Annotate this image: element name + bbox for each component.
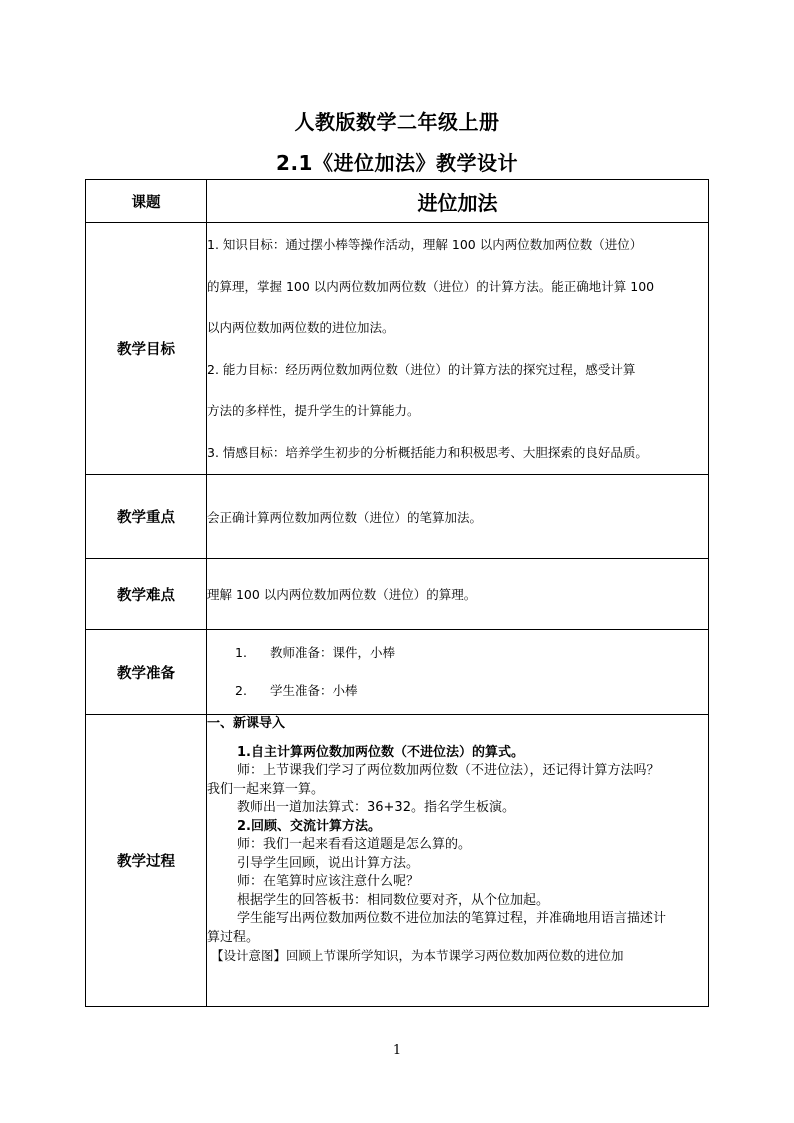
- step-title: 2.回顾、交流计算方法。: [237, 818, 381, 834]
- process-cell: [207, 715, 709, 1007]
- table-row: [86, 559, 709, 630]
- subject-value: 进位加法: [207, 180, 709, 223]
- table-row: [86, 475, 709, 559]
- section-heading: 一、新课导入: [207, 716, 286, 731]
- step-title: 1.自主计算两位数加两位数（不进位法）的算式。: [237, 744, 524, 760]
- goal-line: 方法的多样性，提升学生的计算能力。: [207, 403, 420, 418]
- difficulty-label: 教学难点: [86, 559, 207, 630]
- document-title: 人教版数学二年级上册: [294, 110, 500, 134]
- table-row: [86, 180, 709, 223]
- preparation-cell: [207, 630, 709, 715]
- preparation-label: 教学准备: [86, 630, 207, 715]
- page-number: 1: [392, 1043, 402, 1058]
- process-line: 师：上节课我们学习了两位数加两位数（不进位法），还记得计算方法吗？: [237, 763, 660, 778]
- key-point-label: 教学重点: [86, 475, 207, 559]
- process-line: 师：我们一起来看看这道题是怎么算的。: [237, 837, 472, 852]
- goal-line: 2. 能力目标：经历两位数加两位数（进位）的计算方法的探究过程，感受计算: [207, 361, 636, 377]
- process-line: 教师出一道加法算式：36+32。指名学生板演。: [237, 800, 515, 815]
- goal-line: 1. 知识目标：通过摆小棒等操作活动，理解 100 以内两位数加两位数（进位）: [207, 237, 643, 252]
- goals-cell: [207, 223, 709, 475]
- key-point-text: 会正确计算两位数加两位数（进位）的笔算加法。: [207, 475, 709, 559]
- process-line: 根据学生的回答板书：相同数位要对齐，从个位加起。: [237, 892, 550, 908]
- difficulty-text: 理解 100 以内两位数加两位数（进位）的算理。: [207, 559, 709, 630]
- design-intent: 【设计意图】回顾上节课所学知识，为本节课学习两位数加两位数的进位加: [211, 948, 624, 963]
- item-text: 教师准备：课件，小棒: [270, 645, 396, 660]
- subject-label: 课题: [86, 180, 207, 223]
- goal-line: 以内两位数加两位数的进位加法。: [207, 320, 395, 335]
- item-text: 学生准备：小棒: [270, 683, 358, 698]
- goal-line: 3. 情感目标：培养学生初步的分析概括能力和积极思考、大胆探索的良好品质。: [207, 444, 648, 460]
- lesson-plan-table: [85, 179, 709, 1007]
- item-number: 1.: [235, 645, 247, 660]
- process-line: 师：在笔算时应该注意什么呢？: [237, 874, 420, 889]
- process-label: 教学过程: [86, 715, 207, 1007]
- item-number: 2.: [235, 683, 247, 698]
- table-row: [86, 715, 709, 1007]
- process-line: 学生能写出两位数加两位数不进位加法的笔算过程，并准确地用语言描述计: [237, 911, 667, 926]
- goals-label: 教学目标: [86, 223, 207, 475]
- process-line: 算过程。: [207, 929, 260, 945]
- preparation-item: [207, 672, 708, 710]
- goal-line: 的算理，掌握 100 以内两位数加两位数（进位）的计算方法。能正确地计算 100: [207, 278, 655, 294]
- process-line: 我们一起来算一算。: [207, 781, 325, 797]
- preparation-item: [207, 634, 708, 672]
- process-line: 引导学生回顾，说出计算方法。: [237, 855, 420, 871]
- document-subtitle: 2.1《进位加法》教学设计: [276, 151, 518, 175]
- table-row: [86, 630, 709, 715]
- table-row: [86, 223, 709, 475]
